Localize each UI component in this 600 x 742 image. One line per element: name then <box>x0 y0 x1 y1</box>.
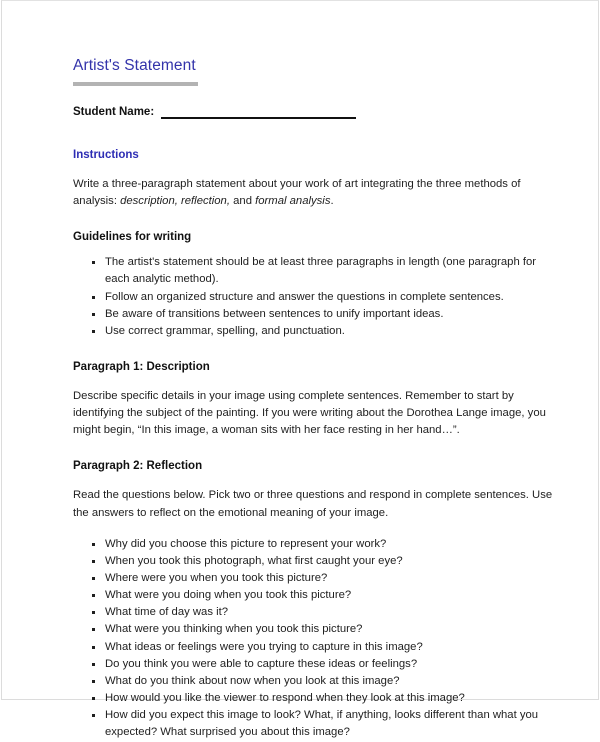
student-name-row <box>73 105 558 120</box>
instructions-heading: Instructions <box>73 149 139 162</box>
document-content <box>73 57 558 742</box>
student-name-input[interactable] <box>161 117 356 119</box>
guidelines-heading: Guidelines for writing <box>73 231 192 244</box>
instructions-body-middle: and <box>229 195 256 208</box>
title-divider <box>73 82 198 86</box>
list-item: Be aware of transitions between sentences to unify important ideas. <box>73 306 558 323</box>
document-page <box>1 0 599 739</box>
student-name-label: Student Name: <box>73 106 155 119</box>
reflection-questions-list <box>73 536 558 742</box>
list-item: Do you think you were able to capture these ideas or feelings? <box>73 656 558 673</box>
list-item: Where were you when you took this picture? <box>73 570 558 587</box>
paragraph-2-heading: Paragraph 2: Reflection <box>73 460 203 473</box>
analysis-term-formal-analysis: formal analysis <box>255 195 331 208</box>
paragraph-2-body: Read the questions below. Pick two or three questions and respond in complete sentences. Use the answers to reflect on the emotional meaning of your image. <box>73 489 553 519</box>
paragraph-1-body: Describe specific details in your image using complete sentences. Remember to start by identifying the subject of the painting. If you were writing about the Dorothea Lange image, you might begin, “In this image, a woman sits with her face resting in her hand…”. <box>73 389 546 437</box>
instructions-body-prefix: Write a three-paragraph statement about your work of art integrating the three methods of analysis: <box>73 177 521 208</box>
list-item: The artist's statement should be at least three paragraphs in length (one paragraph for each analytic method). <box>73 254 558 288</box>
list-item: Use correct grammar, spelling, and punctuation. <box>73 323 558 340</box>
list-item: Why did you choose this picture to represent your work? <box>73 536 558 553</box>
list-item: What were you thinking when you took this picture? <box>73 621 558 638</box>
list-item: How would you like the viewer to respond when they look at this image? <box>73 690 558 707</box>
list-item: When you took this photograph, what first caught your eye? <box>73 553 558 570</box>
analysis-term-description-reflection: description, reflection, <box>120 195 230 208</box>
list-item: What time of day was it? <box>73 604 558 621</box>
page-title: Artist's Statement <box>73 57 196 74</box>
list-item: What do you think about now when you look at this image? <box>73 673 558 690</box>
instructions-body <box>73 176 558 210</box>
list-item: What ideas or feelings were you trying to capture in this image? <box>73 639 558 656</box>
list-item: How did you expect this image to look? What, if anything, looks different than what you expected? What surprised you about this image? <box>73 707 558 741</box>
instructions-body-suffix: . <box>330 195 334 208</box>
guidelines-list <box>73 254 558 340</box>
list-item: What were you doing when you took this picture? <box>73 587 558 604</box>
list-item: Follow an organized structure and answer the questions in complete sentences. <box>73 289 558 306</box>
paragraph-1-heading: Paragraph 1: Description <box>73 361 210 374</box>
